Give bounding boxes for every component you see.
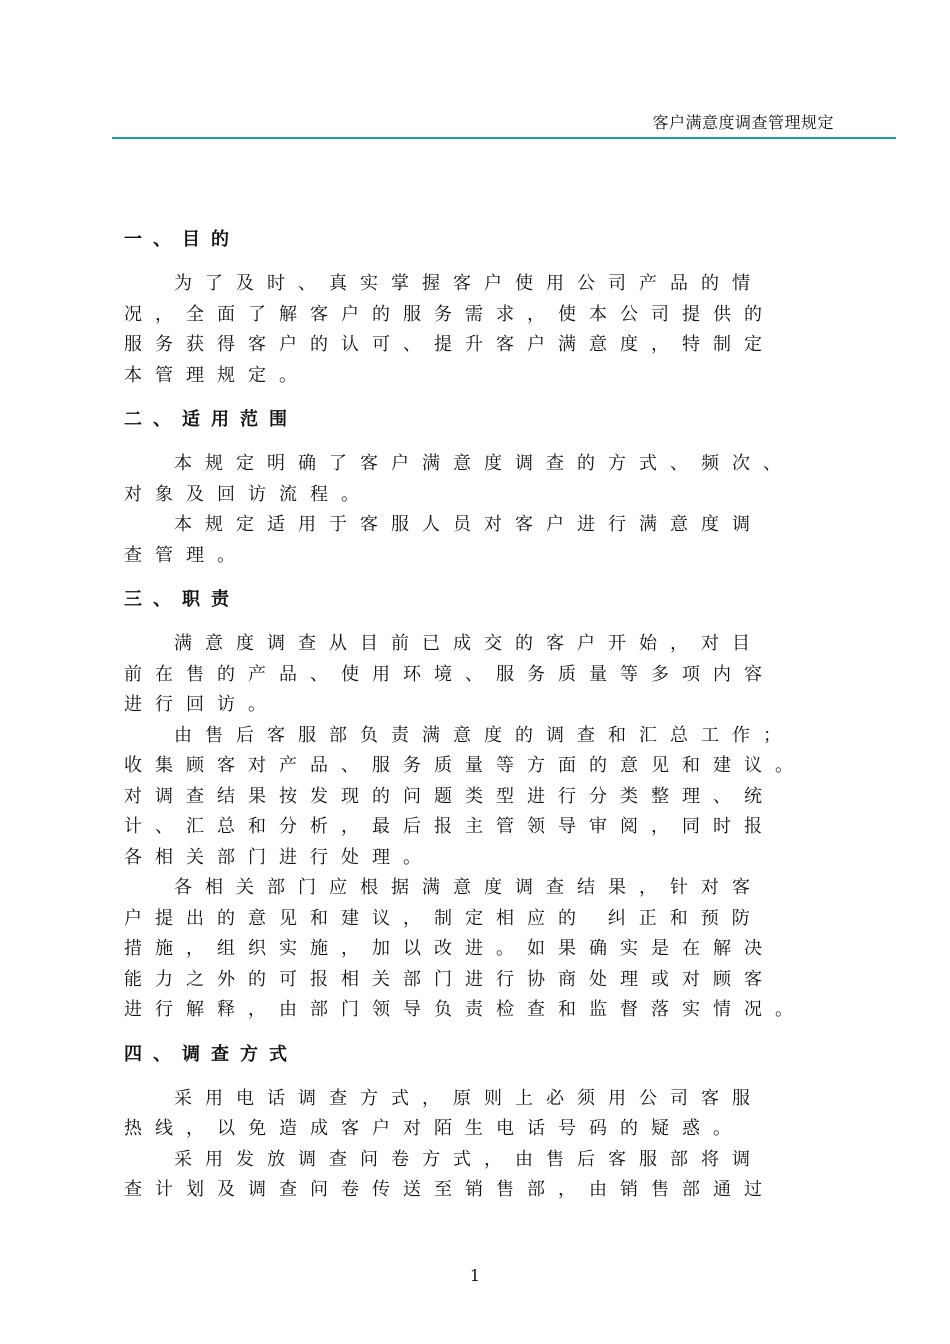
text-line: 本管理规定。 xyxy=(124,364,310,386)
text-line: 进行回访。 xyxy=(124,694,279,715)
text-line: 本规定适用于客服人员对客户进行满意度调 xyxy=(174,514,763,535)
section-heading: 三、职责 xyxy=(124,589,240,610)
section-heading: 四、调查方式 xyxy=(124,1043,298,1065)
section-heading: 一、目的 xyxy=(124,229,240,250)
text-line: 况，全面了解客户的服务需求，使本公司提供的 xyxy=(124,303,775,325)
header-rule xyxy=(112,137,896,139)
text-line: 本规定明确了客户满意度调查的方式、频次、 xyxy=(174,453,794,474)
text-line: 对调查结果按发现的问题类型进行分类整理、统 xyxy=(124,785,775,807)
text-line: 满意度调查从目前已成交的客户开始，对目 xyxy=(174,633,763,654)
paragraph xyxy=(124,629,836,1026)
text-line: 热线，以免造成客户对陌生电话号码的疑惑。 xyxy=(124,1118,744,1139)
section-responsibilities xyxy=(124,585,836,1026)
paragraph xyxy=(124,1084,836,1206)
text-line: 由售后客服部负责满意度的调查和汇总工作； xyxy=(174,724,794,746)
page-number: 1 xyxy=(469,1266,481,1285)
section-scope xyxy=(124,405,836,571)
text-line: 各相关部门进行处理。 xyxy=(124,846,434,868)
text-line: 为了及时、真实掌握客户使用公司产品的情 xyxy=(174,273,763,294)
section-heading: 二、适用范围 xyxy=(124,409,298,430)
text-line: 前在售的产品、使用环境、服务质量等多项内容 xyxy=(124,663,775,685)
text-line: 收集顾客对产品、服务质量等方面的意见和建议。 xyxy=(124,755,806,776)
document-body xyxy=(124,225,836,1220)
text-line: 采用发放调查问卷方式，由售后客服部将调 xyxy=(174,1148,763,1170)
text-line: 对象及回访流程。 xyxy=(124,483,372,505)
paragraph xyxy=(124,269,836,391)
text-line: 服务获得客户的认可、提升客户满意度，特制定 xyxy=(124,334,775,355)
text-line: 各相关部门应根据满意度调查结果，针对客 xyxy=(174,877,763,898)
section-survey-methods xyxy=(124,1040,836,1206)
header-title: 客户满意度调查管理规定 xyxy=(652,113,834,132)
paragraph xyxy=(124,449,836,571)
text-line: 计、汇总和分析，最后报主管领导审阅，同时报 xyxy=(124,816,775,837)
text-line: 措施，组织实施，加以改进。如果确实是在解决 xyxy=(124,938,775,959)
section-purpose xyxy=(124,225,836,391)
text-line: 进行解释，由部门领导负责检查和监督落实情况。 xyxy=(124,999,806,1020)
text-line: 查管理。 xyxy=(124,544,248,566)
text-line: 户提出的意见和建议，制定相应的 纠正和预防 xyxy=(124,907,763,929)
text-line: 查计划及调查问卷传送至销售部，由销售部通过 xyxy=(124,1179,775,1200)
text-line: 能力之外的可报相关部门进行协商处理或对顾客 xyxy=(124,968,775,990)
text-line: 采用电话调查方式，原则上必须用公司客服 xyxy=(174,1087,763,1109)
